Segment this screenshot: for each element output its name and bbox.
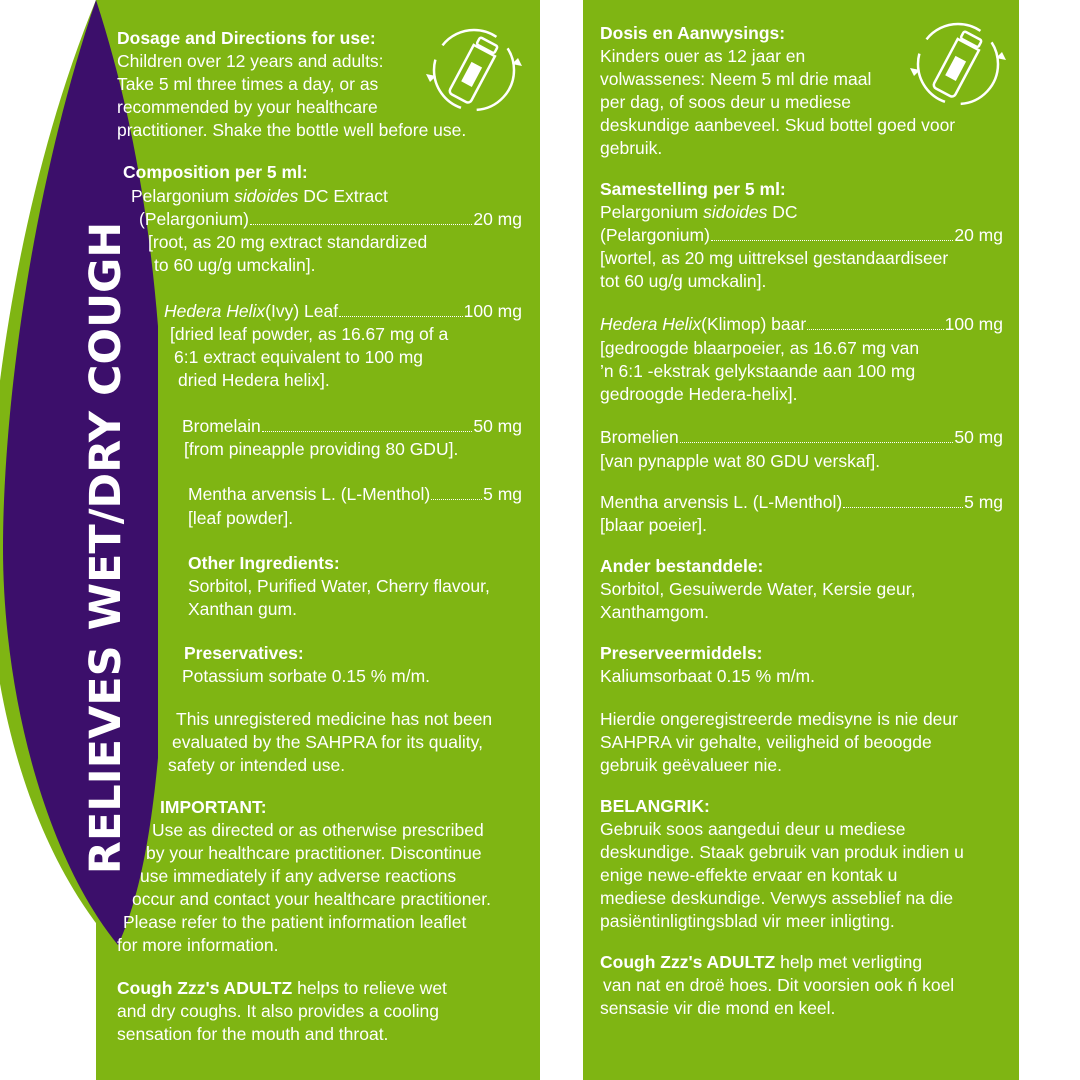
important-line: use immediately if any adverse reactions [140,866,457,886]
other-ingredients-heading: Other Ingredients: [188,553,340,573]
important-line: deskundige. Staak gebruik van produk indien u [600,842,964,862]
bromelain-note: [van pynapple wat 80 GDU verskaf]. [600,451,881,471]
dosage-line: gebruik. [600,138,663,158]
side-banner-text: RELIEVES WET/DRY COUGH [81,221,131,875]
mentha-amount-row: Mentha arvensis L. (L-Menthol) 5 mg [188,484,522,504]
pelargonium-note: [root, as 20 mg extract standardized [148,232,428,252]
dosage-line: volwassenes: Neem 5 ml drie maal [600,69,872,89]
dosage-heading: Dosage and Directions for use: [117,28,376,48]
dosage-line: Kinders ouer as 12 jaar en [600,46,806,66]
unregistered-line: evaluated by the SAHPRA for its quality, [172,732,483,752]
pelargonium-note: to 60 ug/g umckalin]. [154,255,316,275]
preservatives-heading: Preserveermiddels: [600,643,763,663]
pelargonium-note: [wortel, as 20 mg uittreksel gestandaardiseer [600,248,949,268]
hedera-amount-row: Hedera Helix (Ivy) Leaf 100 mg [164,301,522,321]
dosage-line: per dag, of soos deur u mediese [600,92,851,112]
dosage-line: Take 5 ml three times a day, or as [117,74,379,94]
other-ingredients-line: Xanthan gum. [188,599,297,619]
important-line: Use as directed or as otherwise prescribed [152,820,484,840]
important-line: Please refer to the patient information leaflet [123,912,467,932]
pelargonium-amount-row: (Pelargonium) 20 mg [600,225,1003,245]
hedera-note: 6:1 extract equivalent to 100 mg [174,347,424,367]
closing-line: and dry coughs. It also provides a cooling [117,1001,439,1021]
mentha-amount-row: Mentha arvensis L. (L-Menthol) 5 mg [600,492,1003,512]
bromelain-amount-row: Bromelien 50 mg [600,427,1003,447]
hedera-note: ’n 6:1 -ekstrak gelykstaande aan 100 mg [600,361,916,381]
other-ingredients-line: Sorbitol, Gesuiwerde Water, Kersie geur, [600,579,916,599]
important-line: Gebruik soos aangedui deur u mediese [600,819,906,839]
important-line: pasiëntinligtingsblad vir meer inligting. [600,911,895,931]
bottle-shake-icon [904,18,1012,110]
dosage-line: Children over 12 years and adults: [117,51,384,71]
bromelain-amount-row: Bromelain 50 mg [182,416,522,436]
important-heading: BELANGRIK: [600,796,710,816]
hedera-note: gedroogde Hedera-helix]. [600,384,798,404]
other-ingredients-heading: Ander bestanddele: [600,556,764,576]
important-line: for more information. [117,935,279,955]
important-line: enige newe-effekte ervaar en kontak u [600,865,898,885]
hedera-note: dried Hedera helix]. [178,370,330,390]
important-line: occur and contact your healthcare practitioner. [132,889,491,909]
bromelain-note: [from pineapple providing 80 GDU]. [184,439,459,459]
hedera-amount-row: Hedera Helix (Klimop) baar 100 mg [600,314,1003,334]
hedera-note: [dried leaf powder, as 16.67 mg of a [170,324,449,344]
dosage-line: practitioner. Shake the bottle well before use. [117,120,467,140]
bottle-shake-icon [420,24,528,116]
unregistered-line: Hierdie ongeregistreerde medisyne is nie deur [600,709,958,729]
unregistered-line: This unregistered medicine has not been [176,709,493,729]
pelargonium-line: Pelargonium sidoides DC [600,202,798,222]
pelargonium-line: Pelargonium sidoides DC Extract [131,186,388,206]
unregistered-line: SAHPRA vir gehalte, veiligheid of beoogde [600,732,932,752]
pelargonium-note: tot 60 ug/g umckalin]. [600,271,767,291]
hedera-note: [gedroogde blaarpoeier, as 16.67 mg van [600,338,920,358]
mentha-note: [blaar poeier]. [600,515,708,535]
dosage-line: recommended by your healthcare [117,97,378,117]
closing-line: Cough Zzz's ADULTZ help met verligting [600,952,923,972]
important-line: by your healthcare practitioner. Discontinue [146,843,482,863]
dosage-heading: Dosis en Aanwysings: [600,23,786,43]
unregistered-line: gebruik geëvalueer nie. [600,755,782,775]
important-line: mediese deskundige. Verwys asseblief na die [600,888,954,908]
other-ingredients-line: Sorbitol, Purified Water, Cherry flavour, [188,576,490,596]
preservatives-line: Kaliumsorbaat 0.15 % m/m. [600,666,815,686]
preservatives-line: Potassium sorbate 0.15 % m/m. [182,666,431,686]
mentha-note: [leaf powder]. [188,508,294,528]
closing-line: Cough Zzz's ADULTZ helps to relieve wet [117,978,447,998]
closing-line: van nat en droë hoes. Dit voorsien ook ń koel [603,975,955,995]
closing-line: sensasie vir die mond en keel. [600,998,836,1018]
unregistered-line: safety or intended use. [168,755,346,775]
pelargonium-amount-row: (Pelargonium) 20 mg [139,209,522,229]
closing-line: sensation for the mouth and throat. [117,1024,389,1044]
composition-heading: Samestelling per 5 ml: [600,179,786,199]
preservatives-heading: Preservatives: [184,643,304,663]
important-heading: IMPORTANT: [160,797,267,817]
composition-heading: Composition per 5 ml: [123,162,308,182]
other-ingredients-line: Xanthamgom. [600,602,709,622]
dosage-line: deskundige aanbeveel. Skud bottel goed voor [600,115,956,135]
